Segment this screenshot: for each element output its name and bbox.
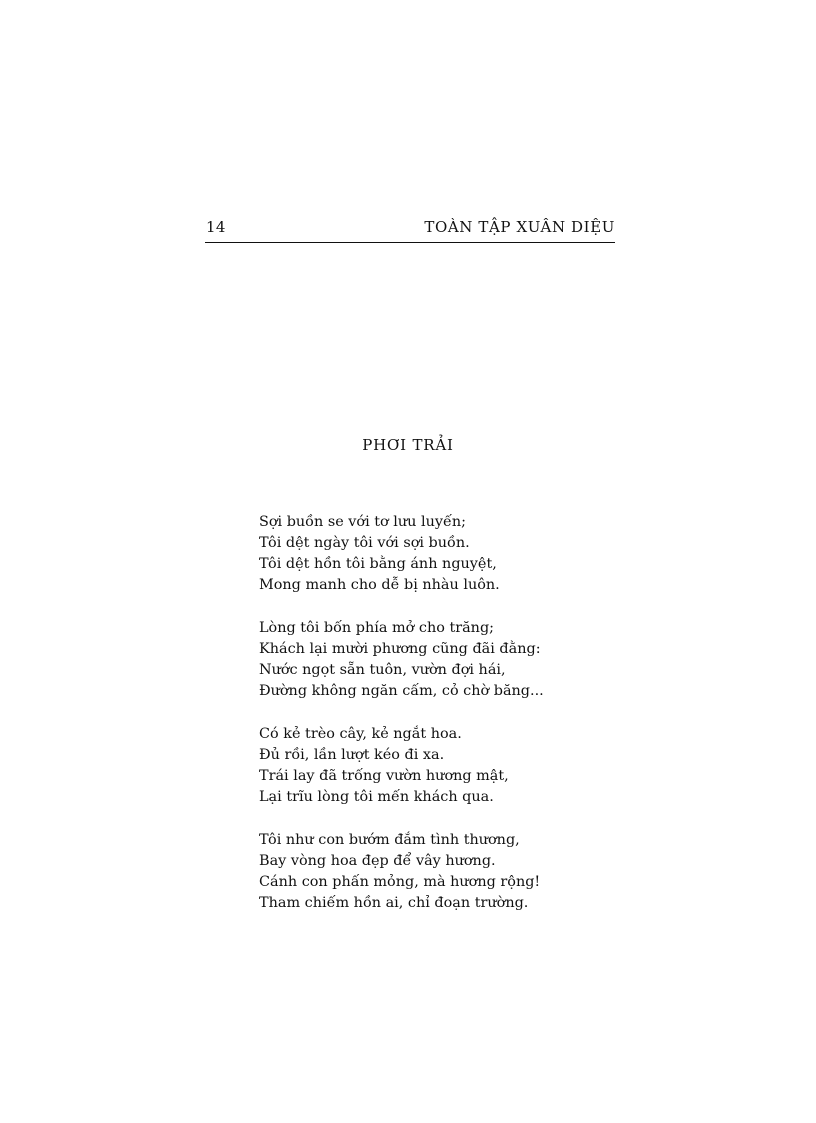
poem-line: Bay vòng hoa đẹp để vây hương. <box>259 853 496 869</box>
stanza <box>259 830 544 914</box>
poem-line: Nước ngọt sẵn tuôn, vườn đợi hái, <box>259 662 506 678</box>
poem-line: Cánh con phấn mỏng, mà hương rộng! <box>259 874 541 890</box>
poem-line: Mong manh cho dễ bị nhàu luôn. <box>259 577 500 593</box>
poem-line: Tôi như con bướm đắm tình thương, <box>259 832 520 848</box>
stanza <box>259 724 544 808</box>
stanza <box>259 512 544 596</box>
poem-line: Tôi dệt ngày tôi với sợi buồn. <box>259 535 470 551</box>
poem-line: Có kẻ trèo cây, kẻ ngắt hoa. <box>259 726 462 742</box>
running-title: TOÀN TẬP XUÂN DIỆU <box>424 218 615 236</box>
stanza <box>259 618 544 702</box>
page-number: 14 <box>206 218 226 236</box>
poem-line: Sợi buồn se với tơ lưu luyến; <box>259 514 466 530</box>
poem-line: Tham chiếm hồn ai, chỉ đoạn trường. <box>259 895 529 911</box>
poem-line: Đủ rồi, lần lượt kéo đi xa. <box>259 747 445 763</box>
poem-line: Khách lại mười phương cũng đãi đằng: <box>259 641 541 657</box>
poem-line: Lại trĩu lòng tôi mến khách qua. <box>259 789 494 805</box>
page-header <box>205 214 615 243</box>
poem-line: Trái lay đã trống vườn hương mật, <box>259 768 509 784</box>
poem-line: Đường không ngăn cấm, cỏ chờ băng... <box>259 683 544 699</box>
poem-line: Lòng tôi bốn phía mở cho trăng; <box>259 620 495 636</box>
poem-body <box>259 512 544 936</box>
poem-line: Tôi dệt hồn tôi bằng ánh nguyệt, <box>259 556 497 572</box>
poem-title: PHƠI TRẢI <box>362 436 454 454</box>
